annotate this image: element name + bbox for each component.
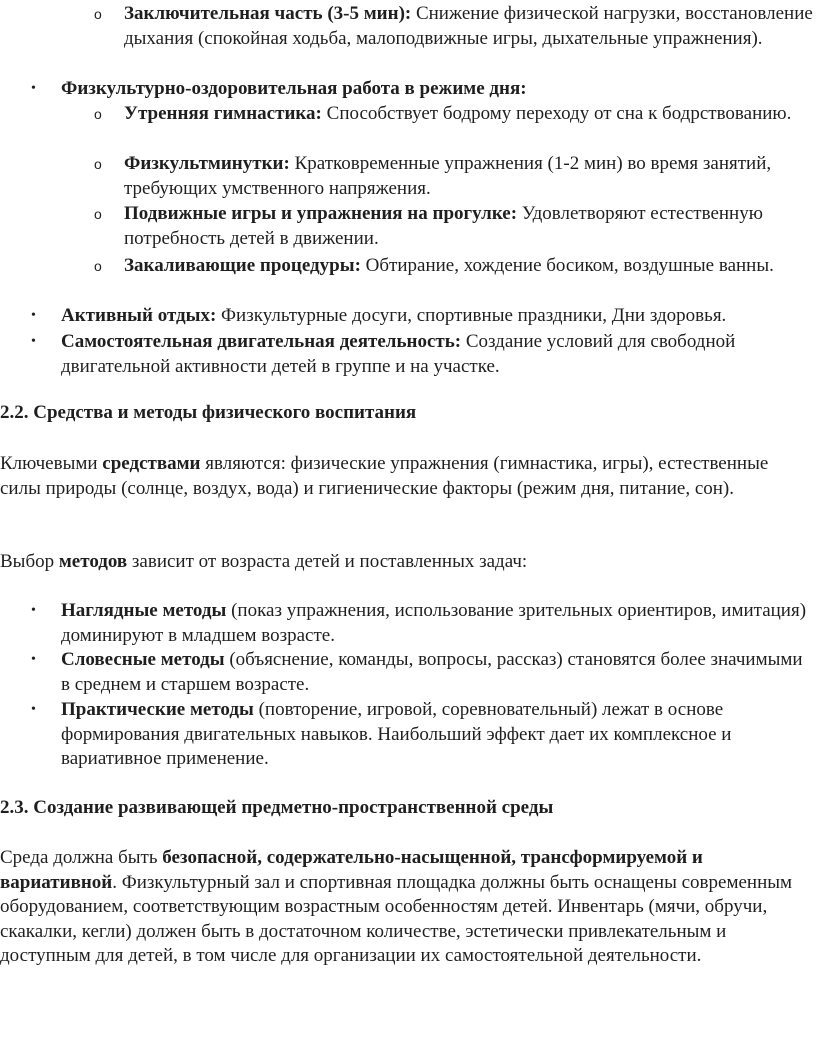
text-bold: средствами — [102, 453, 201, 474]
item-title: Физкультминутки: — [124, 153, 290, 174]
text: Ключевыми — [0, 453, 103, 474]
list-item-fizminutki — [94, 152, 814, 201]
item-text: Кратковременные упражнения (1-2 мин) во время занятий, требующих умственного напряжения. — [124, 153, 772, 199]
item-text: (объяснение, команды, вопросы, рассказ) становятся более значимыми в среднем и старшем возрасте. — [61, 649, 803, 695]
section-heading-2-2: 2.2. Средства и методы физического воспитания — [0, 402, 417, 423]
text: . Физкультурный зал и спортивная площадка должны быть оснащены современным оборудованием, соответствующим возрастным особенностям детей. Инвентарь (мячи, обручи, скакалки, кегли) должен быть в достаточном количестве, эстетически привлекательным и доступным для детей, в том числе для организации их самостоятельной деятельности. — [0, 871, 793, 966]
text: Выбор — [0, 551, 59, 572]
item-title: Закаливающие процедуры: — [124, 255, 361, 276]
item-text: Создание условий для свободной двигательной активности детей в группе и на участке. — [61, 331, 736, 377]
bullet-icon: • — [31, 308, 36, 323]
text: зависит от возраста детей и поставленных задач: — [127, 551, 528, 572]
list-item-visual-methods — [31, 599, 813, 648]
circle-bullet-icon: o — [94, 258, 102, 274]
text-bold: методов — [58, 551, 128, 572]
list-item-verbal-methods — [31, 648, 813, 697]
circle-bullet-icon: o — [94, 106, 102, 122]
section-heading-2-3: 2.3. Создание развивающей предметно-пространственной среды — [0, 797, 554, 818]
item-title: Самостоятельная двигательная деятельность: — [61, 331, 462, 352]
text: Среда должна быть — [0, 847, 163, 868]
circle-bullet-icon: o — [94, 156, 102, 172]
paragraph-environment — [0, 846, 812, 969]
item-text: Обтирание, хождение босиком, воздушные ванны. — [360, 255, 774, 276]
item-title: Заключительная часть (3-5 мин): — [124, 3, 412, 24]
item-title: Физкультурно-оздоровительная работа в режиме дня: — [61, 78, 527, 99]
list-item-morning-gym — [94, 102, 814, 127]
list-item-practical-methods — [31, 698, 813, 772]
bullet-icon: • — [31, 334, 36, 349]
item-title: Подвижные игры и упражнения на прогулке: — [124, 203, 518, 224]
item-text: Снижение физической нагрузки, восстановление дыхания (спокойная ходьба, малоподвижные игры, дыхательные упражнения). — [124, 3, 813, 49]
item-title: Утренняя гимнастика: — [124, 103, 322, 124]
list-item-independent-activity — [31, 330, 813, 379]
item-text: Удовлетворяют естественную потребность детей в движении. — [124, 203, 763, 249]
list-item-active-rest — [31, 304, 813, 329]
list-item-hardening — [94, 254, 814, 279]
circle-bullet-icon: o — [94, 6, 102, 22]
item-title: Наглядные методы — [61, 600, 227, 621]
item-text: Физкультурные досуги, спортивные праздники, Дни здоровья. — [216, 305, 727, 326]
item-title: Активный отдых: — [61, 305, 217, 326]
item-text: (повторение, игровой, соревновательный) лежат в основе формирования двигательных навыков. Наибольший эффект дает их комплексное и вариативное применение. — [61, 699, 732, 769]
bullet-icon: • — [31, 652, 36, 667]
paragraph-methods — [0, 550, 812, 575]
list-item-health-work — [31, 77, 813, 102]
item-text: Способствует бодрому переходу от сна к бодрствованию. — [321, 103, 792, 124]
circle-bullet-icon: o — [94, 206, 102, 222]
bullet-icon: • — [31, 603, 36, 618]
item-text: (показ упражнения, использование зрительных ориентиров, имитация) доминируют в младшем возрасте. — [61, 600, 807, 646]
item-title: Практические методы — [61, 699, 254, 720]
text-bold: безопасной, содержательно-насыщенной, трансформируемой и вариативной — [0, 847, 703, 893]
bullet-icon: • — [31, 702, 36, 717]
item-title: Словесные методы — [61, 649, 225, 670]
bullet-icon: • — [31, 81, 36, 96]
text: являются: физические упражнения (гимнастика, игры), естественные силы природы (солнце, воздух, вода) и гигиенические факторы (режим дня, питание, сон). — [0, 453, 769, 499]
paragraph-means — [0, 452, 812, 501]
list-item-final-part — [94, 2, 814, 51]
list-item-outdoor-games — [94, 202, 814, 251]
